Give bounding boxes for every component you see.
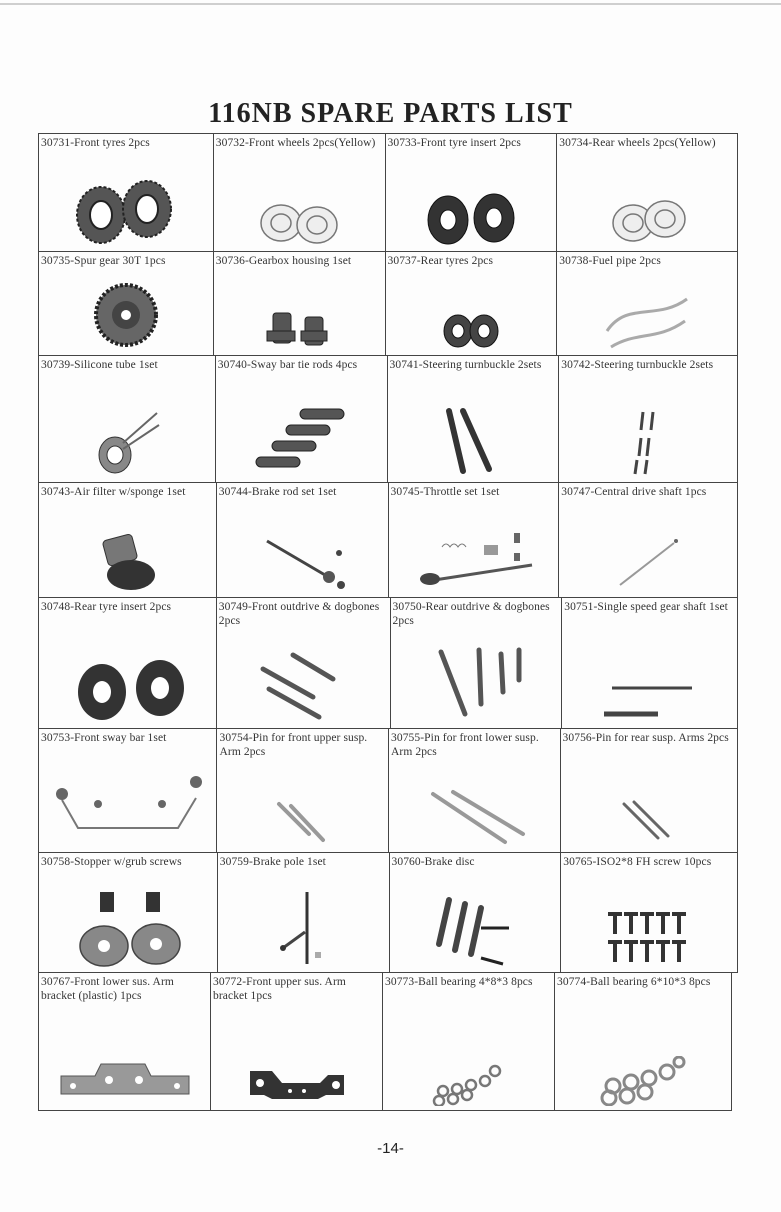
parts-row: [38, 252, 738, 356]
parts-row: [38, 729, 738, 853]
air-filter-icon: [39, 531, 216, 593]
part-label: 30737-Rear tyres 2pcs: [387, 255, 494, 267]
part-cell: [383, 973, 555, 1111]
part-cell: [561, 729, 738, 853]
rear-insert-icon: [39, 656, 216, 724]
part-label: 30759-Brake pole 1set: [219, 856, 326, 868]
part-label: 30774-Ball bearing 6*10*3 8pcs: [557, 976, 711, 988]
front-dogbones-icon: [217, 649, 390, 724]
part-label: 30732-Front wheels 2pcs(Yellow): [215, 137, 376, 149]
silicone-tube-icon: [39, 403, 215, 478]
throttle-set-icon: [389, 523, 559, 593]
part-cell: [389, 729, 561, 853]
part-label: 30745-Throttle set 1set: [390, 486, 500, 498]
part-label: 30744-Brake rod set 1set: [218, 486, 337, 498]
part-cell: [39, 356, 216, 483]
parts-row: [38, 598, 738, 729]
part-cell: [217, 483, 389, 598]
part-cell: [39, 973, 211, 1111]
gear-shaft-icon: [562, 674, 737, 724]
screws-icon: [561, 908, 737, 968]
part-cell: [559, 483, 738, 598]
part-label: 30738-Fuel pipe 2pcs: [559, 255, 661, 267]
part-cell: [217, 729, 389, 853]
part-label: 30767-Front lower sus. Arm bracket (plastic) 1pcs: [41, 976, 174, 1002]
part-label: 30747-Central drive shaft 1pcs: [561, 486, 707, 498]
part-label: 30755-Pin for front lower susp. Arm 2pcs: [391, 732, 539, 758]
page-title: 116NB SPARE PARTS LIST: [208, 98, 573, 129]
ball-bearing-small-icon: [383, 1061, 554, 1106]
page-top-rule: [0, 3, 781, 5]
drive-shaft-icon: [559, 533, 737, 593]
part-label: 30736-Gearbox housing 1set: [215, 255, 352, 267]
parts-row: [38, 973, 738, 1111]
tyre-insert-icon: [386, 192, 557, 247]
gearbox-housing-icon: [214, 301, 385, 351]
sway-bar-icon: [39, 770, 216, 848]
part-cell: [39, 598, 217, 729]
part-label: 30749-Front outdrive & dogbones 2pcs: [218, 601, 380, 627]
part-label: 30735-Spur gear 30T 1pcs: [41, 255, 166, 267]
ball-bearing-large-icon: [555, 1056, 731, 1106]
long-pins-icon: [389, 788, 560, 848]
part-label: 30773-Ball bearing 4*8*3 8pcs: [385, 976, 533, 988]
part-label: 30772-Front upper sus. Arm bracket 1pcs: [213, 976, 346, 1002]
parts-table: [38, 133, 738, 1111]
part-cell: [39, 729, 217, 853]
part-label: 30731-Front tyres 2pcs: [41, 137, 150, 149]
turnbuckle-small-icon: [559, 408, 737, 478]
part-cell: [386, 133, 558, 252]
front-tyres-icon: [39, 177, 213, 247]
part-label: 30751-Single speed gear shaft 1set: [564, 601, 728, 613]
parts-row: [38, 356, 738, 483]
part-cell: [218, 853, 390, 973]
part-cell: [555, 973, 732, 1111]
part-label: 30743-Air filter w/sponge 1set: [41, 486, 186, 498]
part-cell: [214, 133, 386, 252]
part-label: 30741-Steering turnbuckle 2sets: [389, 359, 542, 371]
part-label: 30765-ISO2*8 FH screw 10pcs: [563, 856, 712, 868]
part-cell: [559, 356, 738, 483]
part-cell: [391, 598, 563, 729]
part-label: 30758-Stopper w/grub screws: [41, 856, 182, 868]
rear-dogbones-icon: [391, 644, 562, 724]
page-number: -14-: [377, 1140, 404, 1157]
turnbuckle-icon: [388, 403, 559, 478]
upper-bracket-icon: [211, 1061, 382, 1106]
part-cell: [211, 973, 383, 1111]
part-cell: [386, 252, 558, 356]
brake-rod-icon: [217, 533, 388, 593]
part-cell: [39, 252, 214, 356]
part-cell: [557, 133, 738, 252]
part-label: 30740-Sway bar tie rods 4pcs: [217, 359, 358, 371]
rear-tyres-icon: [386, 311, 557, 351]
part-cell: [217, 598, 391, 729]
front-wheels-icon: [214, 197, 385, 247]
brake-pole-icon: [218, 888, 389, 968]
rear-wheels-icon: [557, 197, 737, 247]
arm-bracket-icon: [39, 1056, 210, 1106]
part-label: 30760-Brake disc: [391, 856, 475, 868]
part-cell: [557, 252, 738, 356]
part-cell: [562, 598, 738, 729]
part-cell: [216, 356, 388, 483]
tie-rods-icon: [216, 403, 387, 478]
part-label: 30748-Rear tyre insert 2pcs: [41, 601, 172, 613]
part-cell: [389, 483, 560, 598]
part-label: 30734-Rear wheels 2pcs(Yellow): [559, 137, 716, 149]
fuel-pipe-icon: [557, 291, 737, 351]
stopper-icon: [39, 888, 217, 968]
part-label: 30739-Silicone tube 1set: [41, 359, 158, 371]
part-cell: [39, 483, 217, 598]
spur-gear-icon: [39, 279, 213, 351]
part-cell: [214, 252, 386, 356]
part-label: 30756-Pin for rear susp. Arms 2pcs: [562, 732, 729, 744]
part-label: 30753-Front sway bar 1set: [41, 732, 167, 744]
part-cell: [388, 356, 560, 483]
brake-disc-icon: [390, 888, 561, 968]
pins-icon: [217, 798, 388, 848]
part-cell: [39, 133, 214, 252]
part-label: 30742-Steering turnbuckle 2sets: [561, 359, 714, 371]
parts-row: [38, 483, 738, 598]
part-label: 30750-Rear outdrive & dogbones 2pcs: [392, 601, 550, 627]
part-label: 30754-Pin for front upper susp. Arm 2pcs: [219, 732, 368, 758]
parts-row: [38, 133, 738, 252]
part-label: 30733-Front tyre insert 2pcs: [387, 137, 521, 149]
parts-row: [38, 853, 738, 973]
rear-pins-icon: [561, 798, 737, 848]
part-cell: [39, 853, 218, 973]
part-cell: [561, 853, 738, 973]
part-cell: [390, 853, 562, 973]
